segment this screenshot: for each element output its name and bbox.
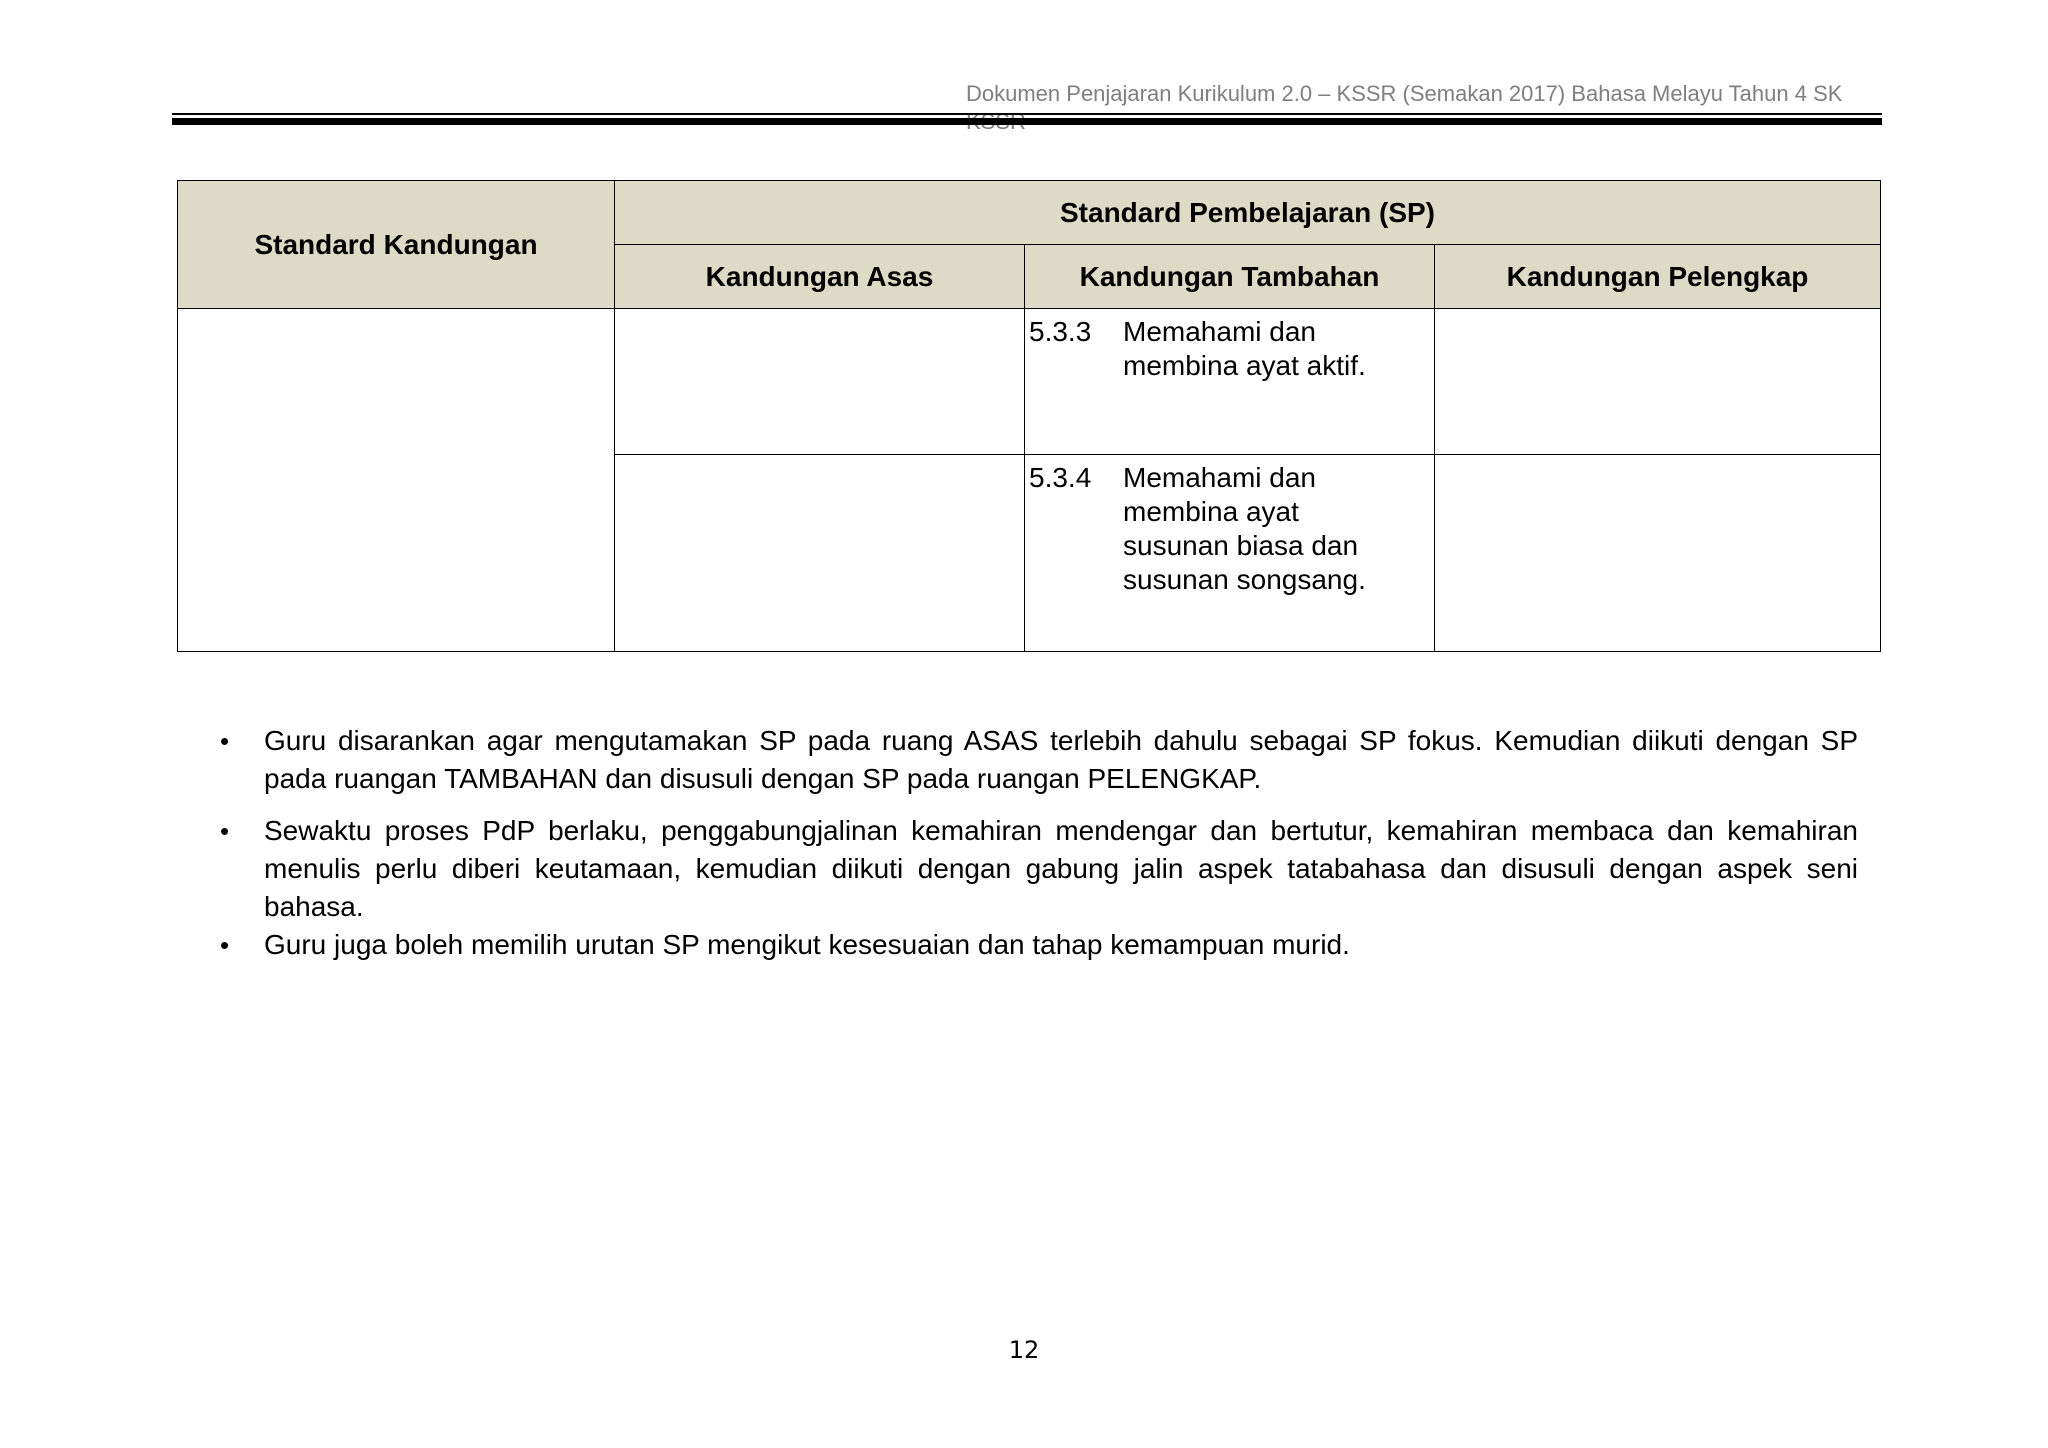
sp-code: 5.3.3 — [1029, 316, 1092, 347]
header-kandungan-pelengkap: Kandungan Pelengkap — [1435, 245, 1881, 309]
document-header: Dokumen Penjajaran Kurikulum 2.0 – KSSR (Semakan 2017) Bahasa Melayu Tahun 4 SK — [966, 81, 1843, 106]
note-item — [212, 812, 1858, 926]
header-rule-thick — [172, 118, 1882, 125]
note-text: Guru disarankan agar mengutamakan SP pada ruang ASAS terlebih dahulu sebagai SP fokus. Kemudian diikuti dengan SP pada ruangan TAMBAHAN dan disusuli dengan SP pada ruangan PELENGKAP. — [264, 725, 1858, 794]
header-rule-thin — [172, 113, 1882, 115]
sp-description: Memahami dan membina ayat aktif. — [1123, 316, 1366, 381]
bullet-icon: • — [220, 816, 230, 846]
sp-item — [1025, 455, 1434, 597]
sp-description: Memahami dan membina ayat susunan biasa dan susunan songsang. — [1123, 462, 1366, 595]
standard-table — [177, 180, 1881, 652]
cell-asas-row-2 — [615, 455, 1025, 652]
cell-pelengkap-row-2 — [1435, 455, 1881, 652]
note-text: Sewaktu proses PdP berlaku, penggabungjalinan kemahiran mendengar dan bertutur, kemahiran membaca dan kemahiran menulis perlu diberi keutamaan, kemudian diikuti dengan gabung jalin aspek tatabahasa dan disusuli dengan aspek seni bahasa. — [264, 815, 1858, 922]
sp-code: 5.3.4 — [1029, 462, 1092, 493]
note-item — [212, 926, 1858, 964]
header-standard-kandungan: Standard Kandungan — [178, 181, 615, 309]
cell-tambahan-row-1 — [1025, 309, 1435, 455]
cell-tambahan-row-2 — [1025, 455, 1435, 652]
page-number: 12 — [1008, 1336, 1040, 1364]
guidance-notes-list — [212, 722, 1858, 964]
cell-standard-kandungan — [178, 309, 615, 652]
header-kandungan-tambahan: Kandungan Tambahan — [1025, 245, 1435, 309]
cell-asas-row-1 — [615, 309, 1025, 455]
sp-item — [1025, 309, 1434, 383]
note-item — [212, 722, 1858, 798]
header-standard-pembelajaran: Standard Pembelajaran (SP) — [615, 181, 1881, 245]
bullet-icon: • — [220, 930, 230, 960]
header-kandungan-asas: Kandungan Asas — [615, 245, 1025, 309]
cell-pelengkap-row-1 — [1435, 309, 1881, 455]
note-text: Guru juga boleh memilih urutan SP mengikut kesesuaian dan tahap kemampuan murid. — [264, 929, 1350, 960]
bullet-icon: • — [220, 726, 230, 756]
